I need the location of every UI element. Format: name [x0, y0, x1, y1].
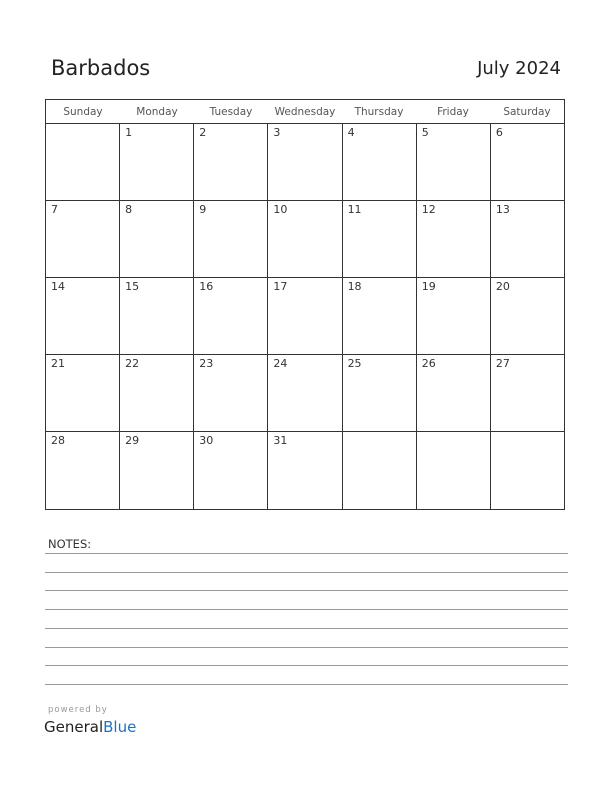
notes-line — [45, 590, 568, 591]
day-cell — [120, 432, 194, 509]
day-cell — [491, 355, 564, 431]
weekday-label: Thursday — [354, 106, 404, 118]
day-cell — [343, 124, 417, 200]
day-cell — [120, 278, 194, 354]
day-cell — [417, 432, 491, 509]
weekday-header-row — [46, 100, 564, 124]
day-number: 27 — [495, 357, 510, 370]
day-cell — [268, 278, 342, 354]
day-number: 6 — [495, 126, 503, 139]
day-cell — [120, 124, 194, 200]
day-number: 10 — [273, 203, 288, 216]
notes-label: NOTES: — [48, 537, 92, 551]
day-cell — [194, 278, 268, 354]
day-cell — [194, 432, 268, 509]
weekday-label: Friday — [437, 106, 469, 118]
day-cell — [194, 355, 268, 431]
brand-blue: Blue — [103, 718, 137, 736]
week-row — [46, 278, 564, 355]
day-number: 22 — [125, 357, 140, 370]
day-cell — [491, 124, 564, 200]
day-number: 7 — [51, 203, 58, 216]
day-cell — [417, 355, 491, 431]
day-number: 24 — [273, 357, 288, 370]
day-number: 1 — [125, 126, 133, 139]
week-row — [46, 355, 564, 432]
day-number: 29 — [125, 434, 140, 447]
day-number: 16 — [199, 280, 214, 293]
day-cell — [343, 355, 417, 431]
day-cell — [491, 278, 564, 354]
day-number: 31 — [273, 434, 288, 447]
weekday-label: Saturday — [503, 106, 551, 118]
powered-by-text: powered by — [48, 705, 108, 715]
day-cell — [343, 278, 417, 354]
day-cell — [46, 124, 120, 200]
day-number: 8 — [125, 203, 133, 216]
day-cell — [268, 432, 342, 509]
day-cell — [120, 355, 194, 431]
day-cell — [46, 278, 120, 354]
day-cell — [194, 201, 268, 277]
day-cell — [268, 355, 342, 431]
notes-line — [45, 553, 568, 554]
day-number: 28 — [51, 434, 65, 447]
day-number: 5 — [421, 126, 429, 139]
notes-line — [45, 628, 568, 629]
week-row — [46, 432, 564, 509]
notes-line — [45, 665, 568, 666]
brand-logo[interactable] — [44, 718, 136, 736]
day-cell — [46, 201, 120, 277]
month-year-title: July 2024 — [477, 58, 561, 79]
day-number: 11 — [347, 203, 362, 216]
day-number: 21 — [51, 357, 65, 370]
day-cell — [491, 201, 564, 277]
day-number: 14 — [51, 280, 65, 293]
weekday-label: Tuesday — [209, 106, 253, 118]
day-cell — [343, 432, 417, 509]
day-cell — [46, 355, 120, 431]
day-cell — [417, 124, 491, 200]
day-number: 3 — [273, 126, 281, 139]
notes-line — [45, 647, 568, 648]
day-number: 25 — [347, 357, 362, 370]
day-cell — [120, 201, 194, 277]
weekday-label: Sunday — [63, 106, 103, 118]
day-cell — [343, 201, 417, 277]
day-cell — [417, 278, 491, 354]
notes-line — [45, 572, 568, 573]
day-number: 23 — [199, 357, 214, 370]
day-cell — [46, 432, 120, 509]
day-number: 19 — [421, 280, 436, 293]
day-cell — [268, 124, 342, 200]
notes-line — [45, 684, 568, 685]
weekday-label: Wednesday — [274, 106, 336, 118]
day-number: 9 — [199, 203, 207, 216]
day-cell — [194, 124, 268, 200]
day-cell — [417, 201, 491, 277]
week-row — [46, 201, 564, 278]
day-cell — [491, 432, 564, 509]
day-number: 30 — [199, 434, 214, 447]
weekday-label: Monday — [136, 106, 178, 118]
notes-line — [45, 609, 568, 610]
day-number: 26 — [421, 357, 436, 370]
day-number: 18 — [347, 280, 362, 293]
day-number: 17 — [273, 280, 288, 293]
calendar-grid — [45, 99, 565, 510]
week-row — [46, 124, 564, 201]
weeks-container — [46, 124, 564, 509]
country-title: Barbados — [51, 56, 151, 80]
day-number: 12 — [421, 203, 436, 216]
day-number: 13 — [495, 203, 510, 216]
brand-general: General — [44, 718, 104, 736]
day-number: 2 — [199, 126, 207, 139]
day-number: 20 — [495, 280, 510, 293]
day-cell — [268, 201, 342, 277]
day-number: 4 — [347, 126, 355, 139]
day-number: 15 — [125, 280, 140, 293]
